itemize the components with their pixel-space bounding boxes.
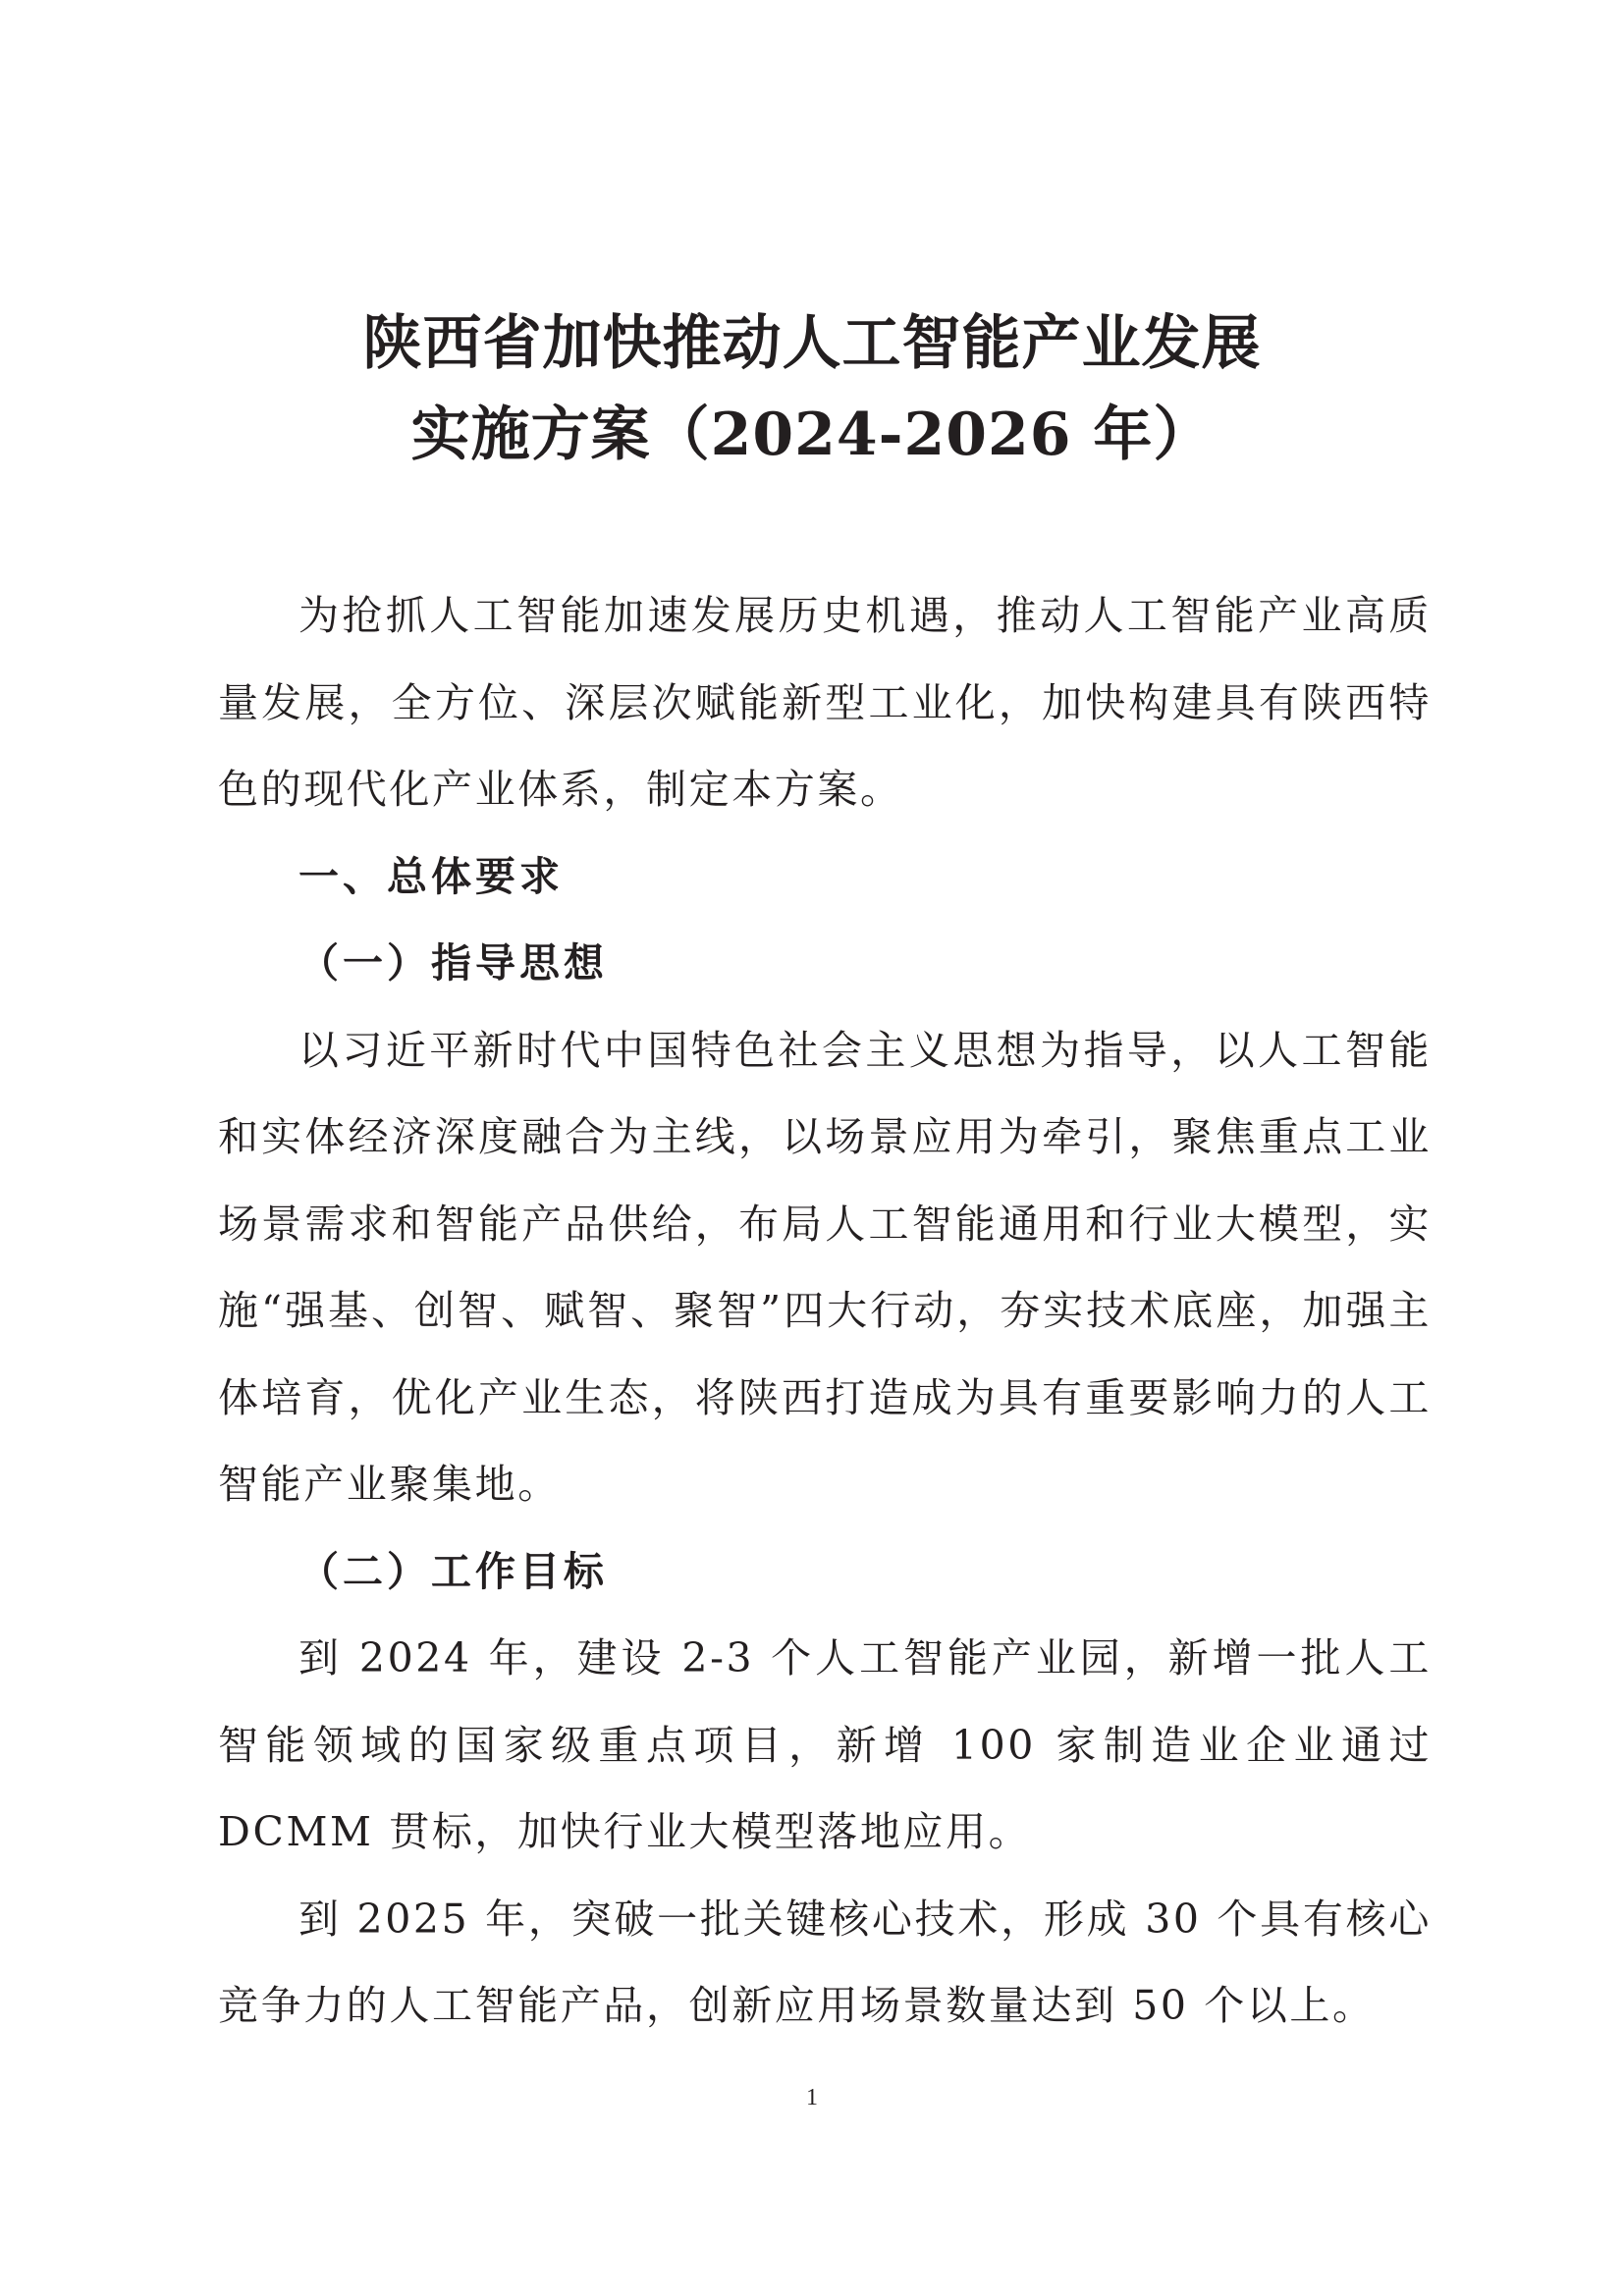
subsection-heading-work-goals: （二）工作目标 [298,1547,608,1595]
intro-paragraph: 为抢抓人工智能加速发展历史机遇，推动人工智能产业高质量发展，全方位、深层次赋能新型工业化，加快构建具有陕西特色的现代化产业体系，制定本方案。 [218,592,1432,813]
document-body [218,572,1432,2050]
goal-2025-paragraph: 到 2025 年，突破一批关键核心技术，形成 30 个具有核心竞争力的人工智能产品，创新应用场景数量达到 50 个以上。 [218,1895,1432,2029]
section-heading-general-requirements: 一、总体要求 [298,852,564,900]
page-number: 1 [806,2085,818,2110]
guiding-ideology-paragraph: 以习近平新时代中国特色社会主义思想为指导，以人工智能和实体经济深度融合为主线，以场景应用为牵引，聚焦重点工业场景需求和智能产品供给，布局人工智能通用和行业大模型，实施“强基、创智、赋智、聚智”四大行动，夯实技术底座，加强主体培育，优化产业生态，将陕西打造成为具有重要影响力的人工智能产业聚集地。 [218,1026,1432,1508]
goal-2024-paragraph: 到 2024 年，建设 2-3 个人工智能产业园，新增一批人工智能领域的国家级重点项目，新增 100 家制造业企业通过 DCMM 贯标，加快行业大模型落地应用。 [218,1634,1432,1855]
document-title-line-1: 陕西省加快推动人工智能产业发展 [362,309,1262,378]
document-title-line-2: 实施方案（2024-2026 年） [410,400,1214,469]
subsection-heading-guiding-ideology: （一）指导思想 [298,939,608,987]
